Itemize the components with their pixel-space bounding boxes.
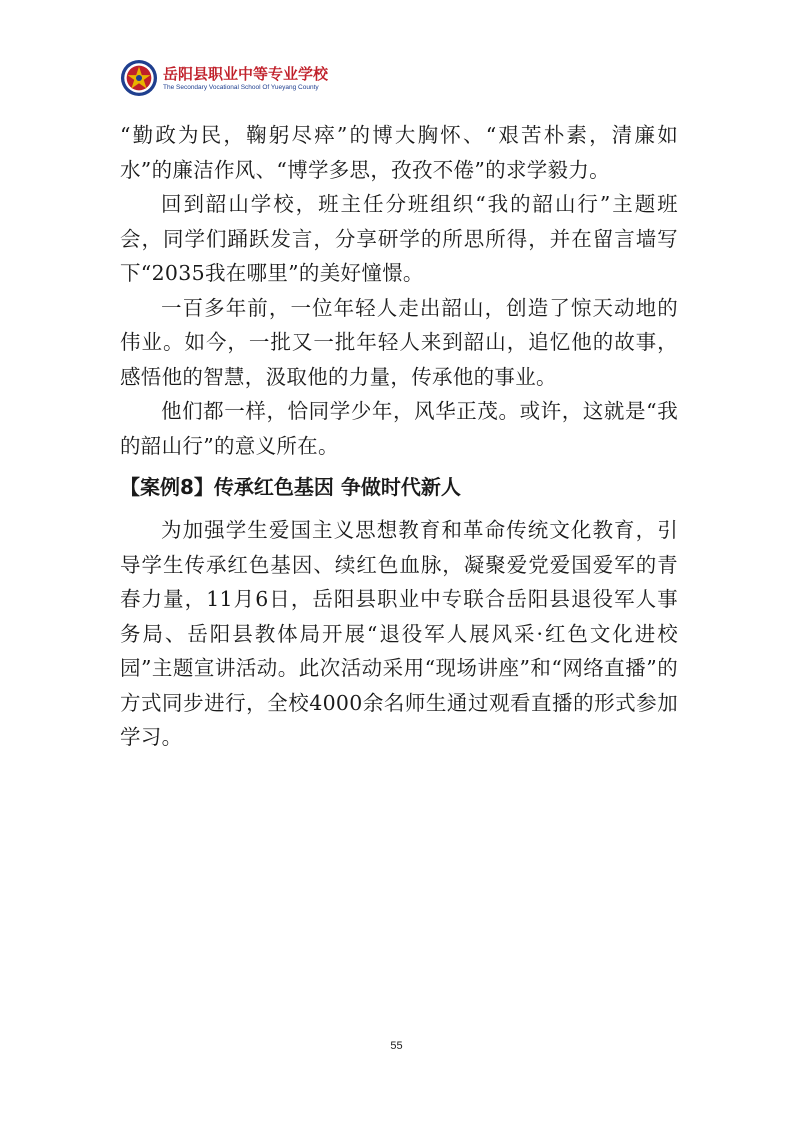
- case-heading: 【案例8】传承红色基因 争做时代新人: [120, 475, 461, 499]
- school-logo-text: [163, 65, 328, 92]
- page-header: [120, 56, 328, 100]
- paragraph: 回到韶山学校，班主任分班组织“我的韶山行”主题班会，同学们踊跃发言，分享研学的所思所得，并在留言墙写下“2035我在哪里”的美好憧憬。: [120, 192, 678, 285]
- school-emblem-icon: [120, 59, 158, 97]
- school-name-cn: 岳阳县职业中等专业学校: [163, 64, 329, 83]
- paragraph: 他们都一样，恰同学少年，风华正茂。或许，这就是“我的韶山行”的意义所在。: [120, 399, 678, 458]
- page-number: 55: [390, 1040, 403, 1052]
- school-name-en: The Secondary Vocational School Of Yueyang County: [163, 83, 319, 91]
- paragraph: 一百多年前，一位年轻人走出韶山，创造了惊天动地的伟业。如今，一批又一批年轻人来到韶山，追忆他的故事，感悟他的智慧，汲取他的力量，传承他的事业。: [120, 295, 678, 389]
- paragraph: 为加强学生爱国主义思想教育和革命传统文化教育，引导学生传承红色基因、续红色血脉，凝聚爱党爱国爱军的青春力量，11月6日，岳阳县职业中专联合岳阳县退役军人事务局、岳阳县教体局开展“退役军人展风采·红色文化进校园”主题宣讲活动。此次活动采用“现场讲座”和“网络直播”的方式同步进行，全校4000余名师生通过观看直播的形式参加学习。: [120, 518, 678, 749]
- paragraph: “勤政为民，鞠躬尽瘁”的博大胸怀、“艰苦朴素，清廉如水”的廉洁作风、“博学多思，孜孜不倦”的求学毅力。: [120, 123, 678, 182]
- document-body: [120, 118, 678, 755]
- paragraph-group-top: [120, 118, 678, 463]
- paragraph-group-bottom: [120, 513, 678, 755]
